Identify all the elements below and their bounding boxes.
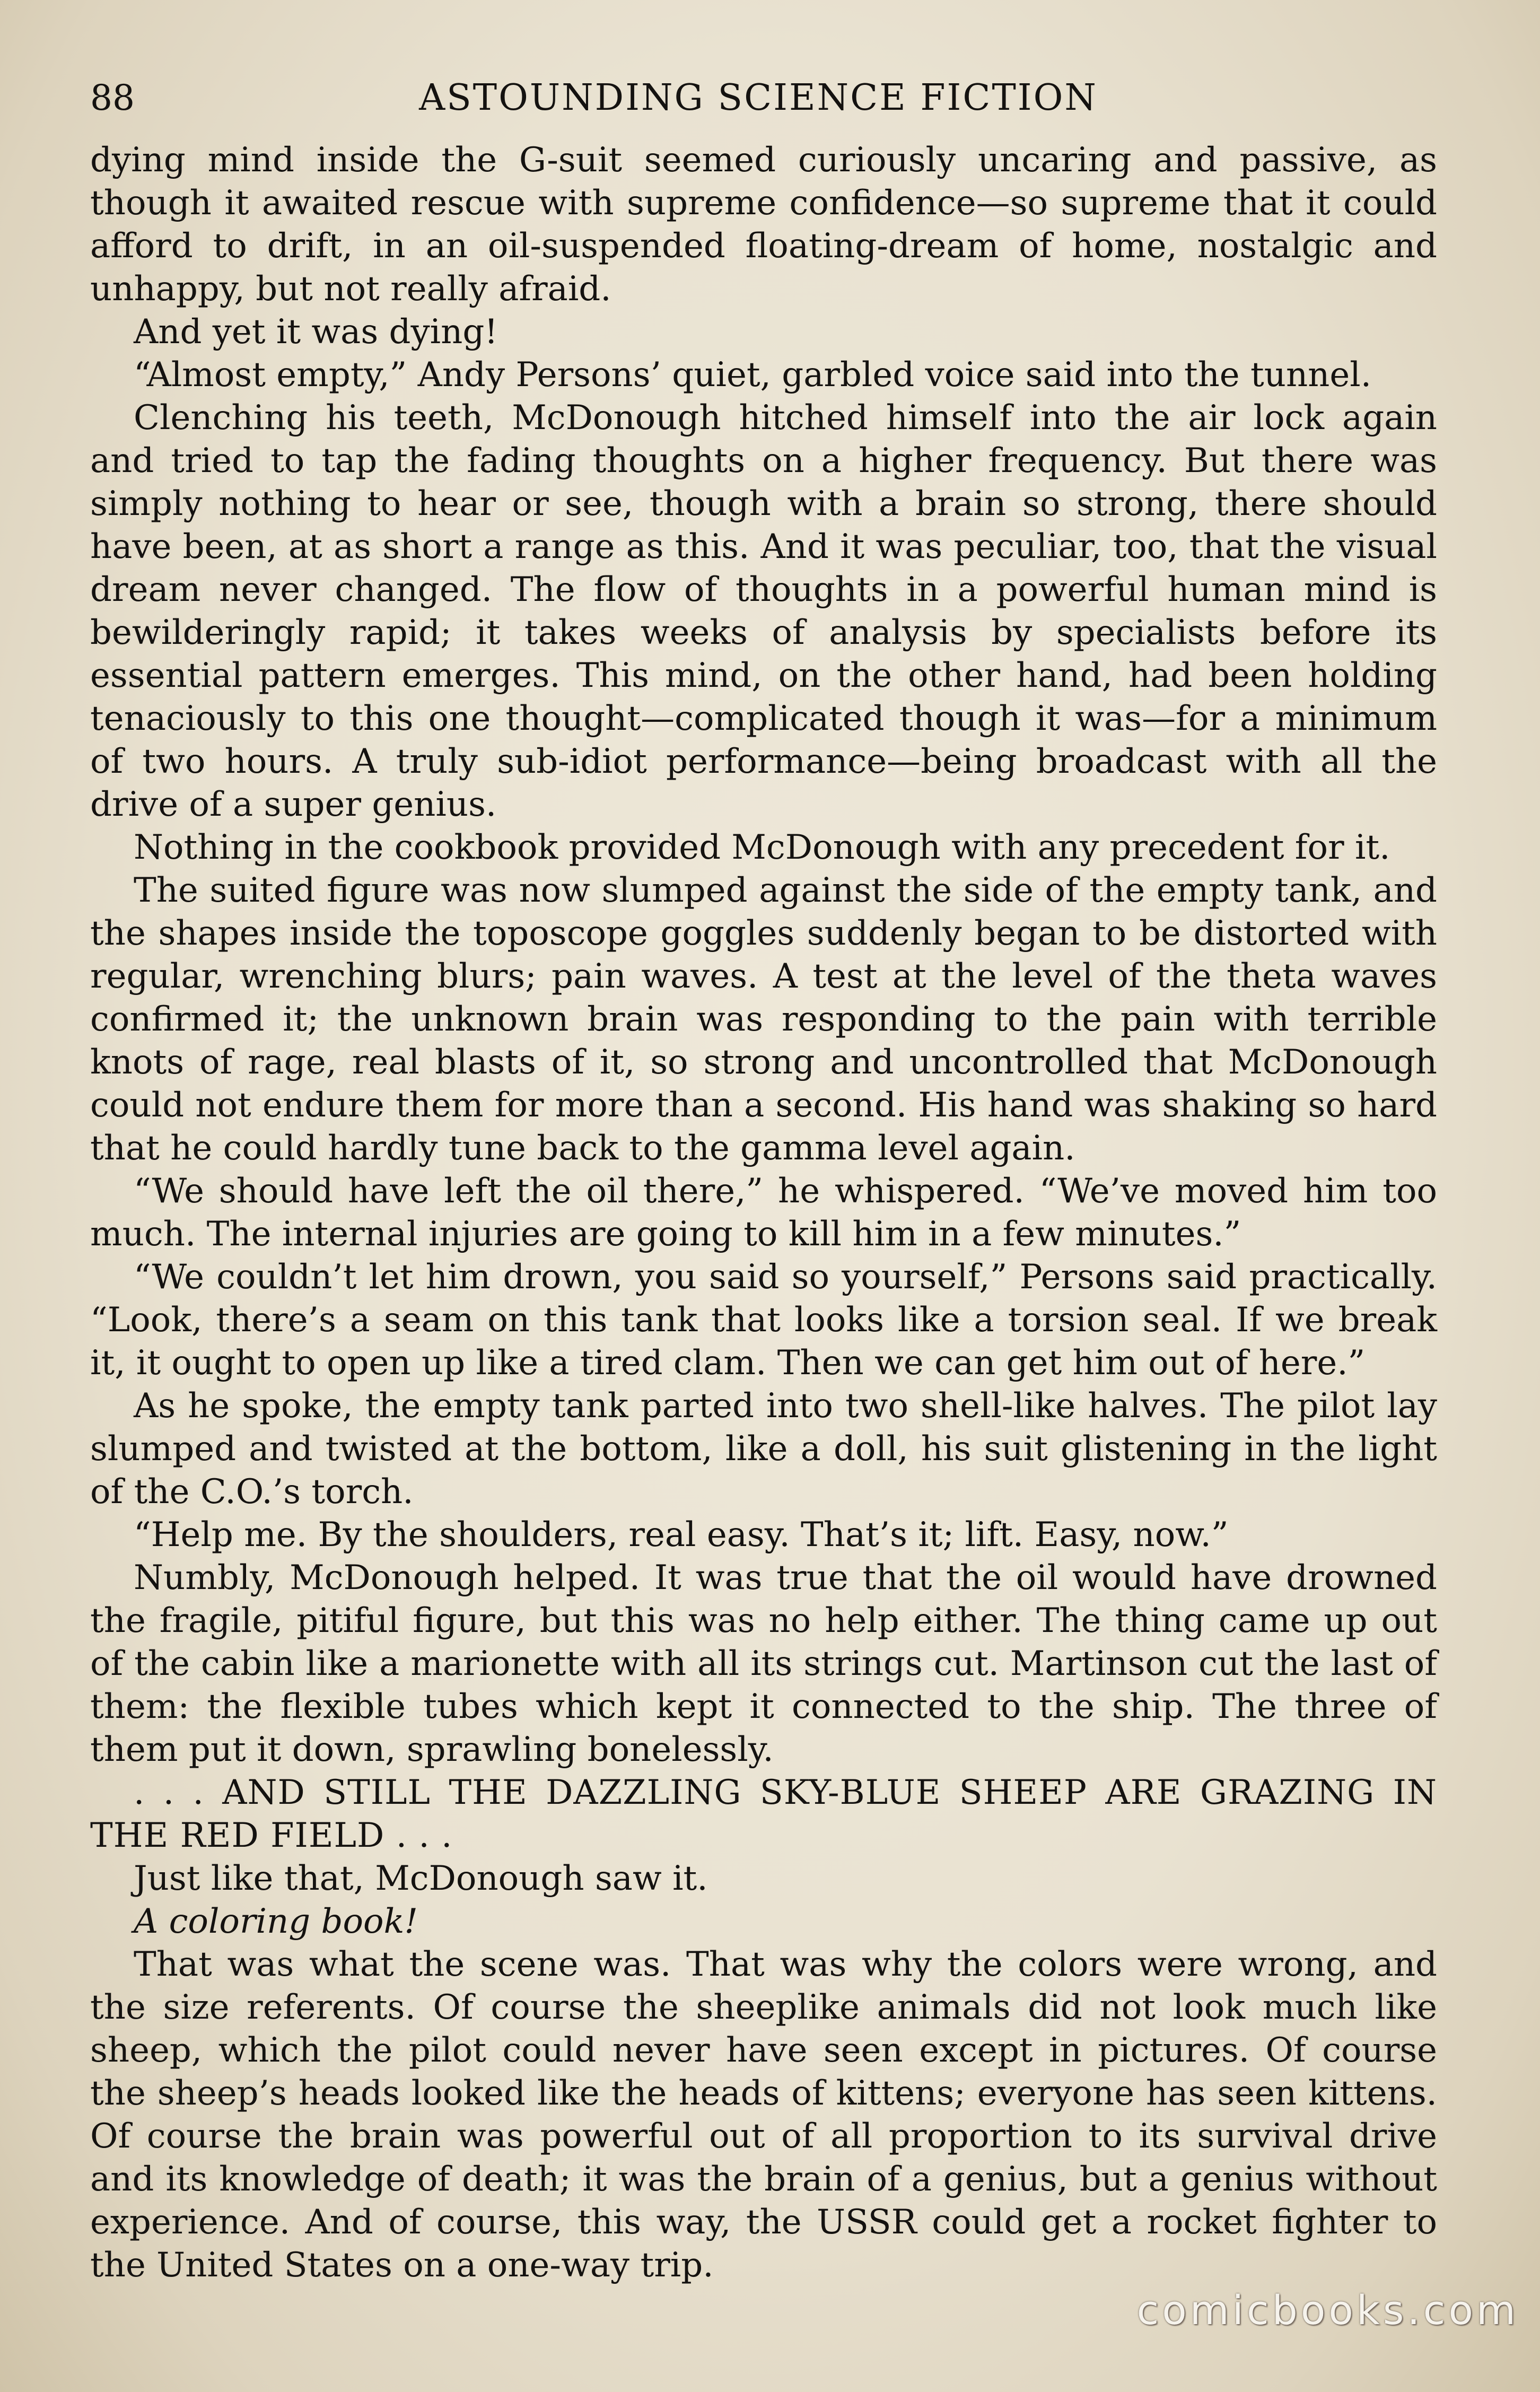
page-number: 88 [90,77,135,118]
paragraph: Just like that, McDonough saw it. [134,1859,708,1898]
paragraph: Nothing in the cookbook provided McDonough with any precedent for it. [134,828,1390,867]
paragraph: “We couldn’t let him drown, you said so yourself,” Persons said practically. “Look, there’s a seam on this tank that looks like a torsion seal. If we break it, it ought to open up like a tired clam. Then we can get him out of here.” [90,1258,1437,1383]
running-head: ASTOUNDING SCIENCE FICTION [419,77,1098,119]
paragraph: “Almost empty,” Andy Persons’ quiet, garbled voice said into the tunnel. [134,355,1372,395]
paragraph: “Help me. By the shoulders, real easy. That’s it; lift. Easy, now.” [134,1515,1229,1555]
watermark: comicbooks.com [1136,2286,1519,2334]
page-header [90,69,1427,127]
telepathic-vision-line: . . . AND STILL THE DAZZLING SKY-BLUE SHEEP ARE GRAZING IN THE RED FIELD . . . [90,1773,1437,1855]
paragraph: dying mind inside the G-suit seemed curiously uncaring and passive, as though it awaited rescue with supreme confidence—so supreme that it could afford to drift, in an oil-suspended floating-dream of home, nostalgic and unhappy, but not really afraid. [90,141,1437,309]
page-body [90,139,1437,2287]
paragraph: The suited figure was now slumped against the side of the empty tank, and the shapes inside the toposcope goggles suddenly began to be distorted with regular, wrenching blurs; pain waves. A test at the level of the theta waves confirmed it; the unknown brain was responding to the pain with terrible knots of rage, real blasts of it, so strong and uncontrolled that McDonough could not endure them for more than a second. His hand was shaking so hard that he could hardly tune back to the gamma level again. [90,871,1437,1168]
paragraph: That was what the scene was. That was why the colors were wrong, and the size referents. Of course the sheeplike animals did not look much like sheep, which the pilot could never have seen except in pictures. Of course the sheep’s heads looked like the heads of kittens; everyone has seen kittens. Of course the brain was powerful out of all proportion to its survival drive and its knowledge of death; it was the brain of a genius, but a genius without experience. And of course, this way, the USSR could get a rocket fighter to the United States on a one-way trip. [90,1945,1437,2285]
paragraph: Clenching his teeth, McDonough hitched himself into the air lock again and tried to tap the fading thoughts on a higher frequency. But there was simply nothing to hear or see, though with a brain so strong, there should have been, at as short a range as this. And it was peculiar, too, that the visual dream never changed. The flow of thoughts in a powerful human mind is bewilderingly rapid; it takes weeks of analysis by specialists before its essential pattern emerges. This mind, on the other hand, had been holding tenaciously to this one thought—complicated though it was—for a minimum of two hours. A truly sub-idiot performance—being broadcast with all the drive of a super genius. [90,398,1437,824]
italic-exclamation: A coloring book! [134,1902,418,1941]
paragraph: As he spoke, the empty tank parted into two shell-like halves. The pilot lay slumped and twisted at the bottom, like a doll, his suit glistening in the light of the C.O.’s torch. [90,1386,1437,1512]
paragraph: “We should have left the oil there,” he whispered. “We’ve moved him too much. The internal injuries are going to kill him in a few minutes.” [90,1172,1437,1254]
paragraph: Numbly, McDonough helped. It was true that the oil would have drowned the fragile, pitiful figure, but this was no help either. The thing came up out of the cabin like a marionette with all its strings cut. Martinson cut the last of them: the flexible tubes which kept it connected to the ship. The three of them put it down, sprawling bonelessly. [90,1558,1437,1769]
paragraph: And yet it was dying! [134,312,498,352]
